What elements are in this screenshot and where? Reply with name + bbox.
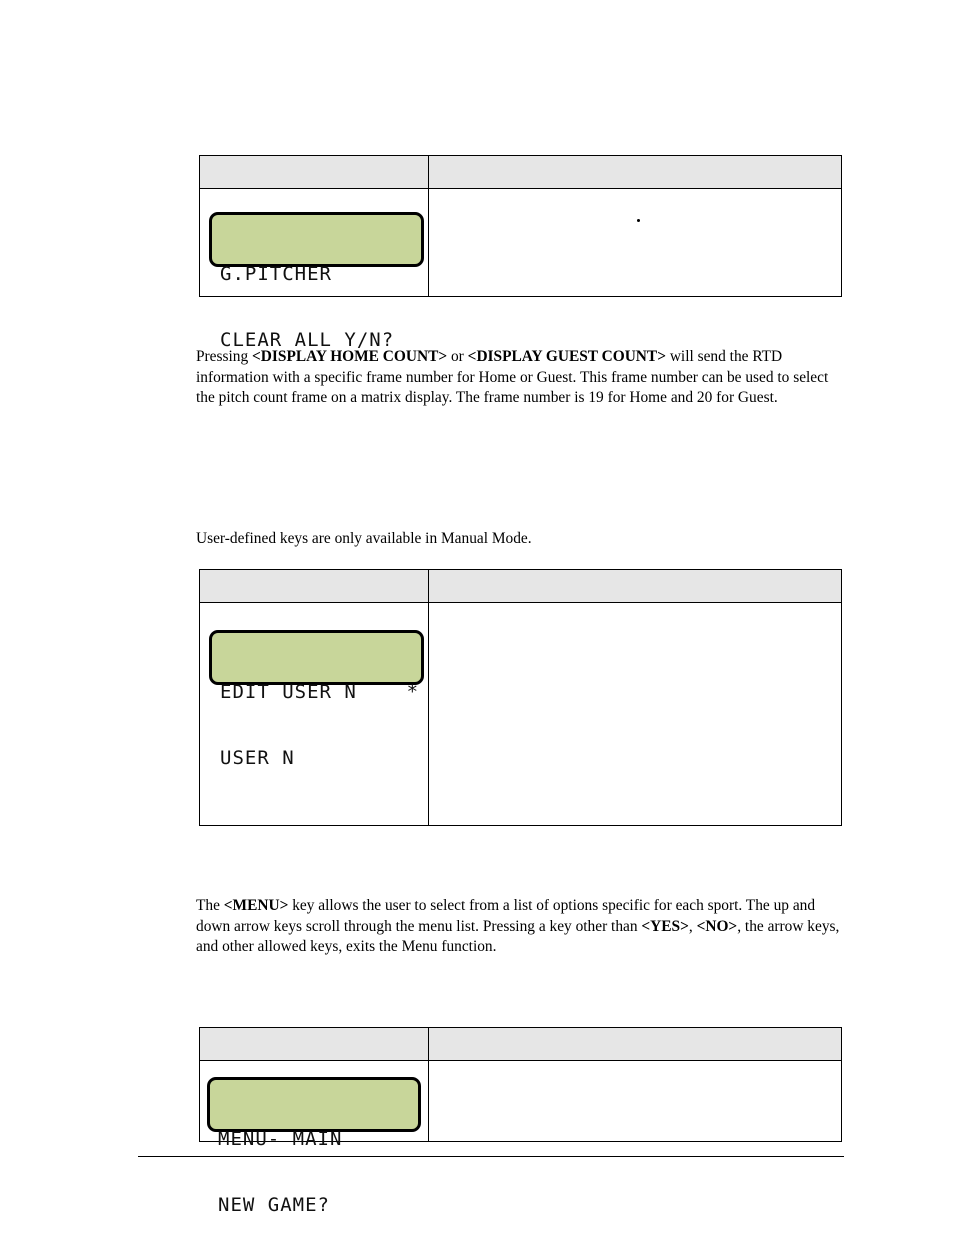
lcd-display	[207, 1077, 421, 1216]
key-yes: <YES>	[641, 917, 689, 935]
lcd-line-2: USER N	[220, 747, 295, 769]
table-edit-user	[199, 569, 842, 826]
table-clear-all	[199, 155, 842, 351]
paragraph-user-keys: User-defined keys are only available in Manual Mode.	[196, 530, 532, 547]
column-divider	[428, 570, 429, 825]
lcd-line-1: MENU- MAIN	[218, 1128, 343, 1150]
lcd-display	[209, 212, 424, 351]
key-display-guest-count: <DISPLAY GUEST COUNT>	[467, 348, 666, 365]
lcd-line-2: CLEAR ALL Y/N?	[220, 329, 395, 351]
column-divider	[428, 1028, 429, 1141]
key-display-home-count: <DISPLAY HOME COUNT>	[252, 348, 448, 365]
table-header	[200, 156, 841, 189]
lcd-line-1: G.PITCHER	[220, 263, 332, 285]
lcd-line-1: EDIT USER N *	[220, 681, 420, 703]
table-header	[200, 570, 841, 603]
key-no: <NO>	[696, 917, 738, 935]
key-menu: <MENU>	[223, 897, 289, 914]
paragraph-menu-key: The <MENU> key allows the user to select from a list of options specific for each sport. The up and down arrow keys scroll through the menu list. Pressing a key other than <YES>, <NO>, the arrow keys, and other allowed keys, exits the Menu function.	[196, 897, 840, 955]
column-divider	[428, 156, 429, 296]
table-menu-main	[199, 1027, 842, 1216]
lcd-line-2: NEW GAME?	[218, 1194, 330, 1216]
footer-rule	[138, 1156, 844, 1157]
lcd-display	[209, 630, 424, 769]
paragraph-display-count: Pressing <DISPLAY HOME COUNT> or <DISPLAY GUEST COUNT> will send the RTD information with a specific frame number for Home or Guest. This frame number can be used to select the pitch count frame on a matrix display. The frame number is 19 for Home and 20 for Guest.	[196, 348, 829, 406]
table-header	[200, 1028, 841, 1061]
dot-mark	[637, 219, 640, 222]
